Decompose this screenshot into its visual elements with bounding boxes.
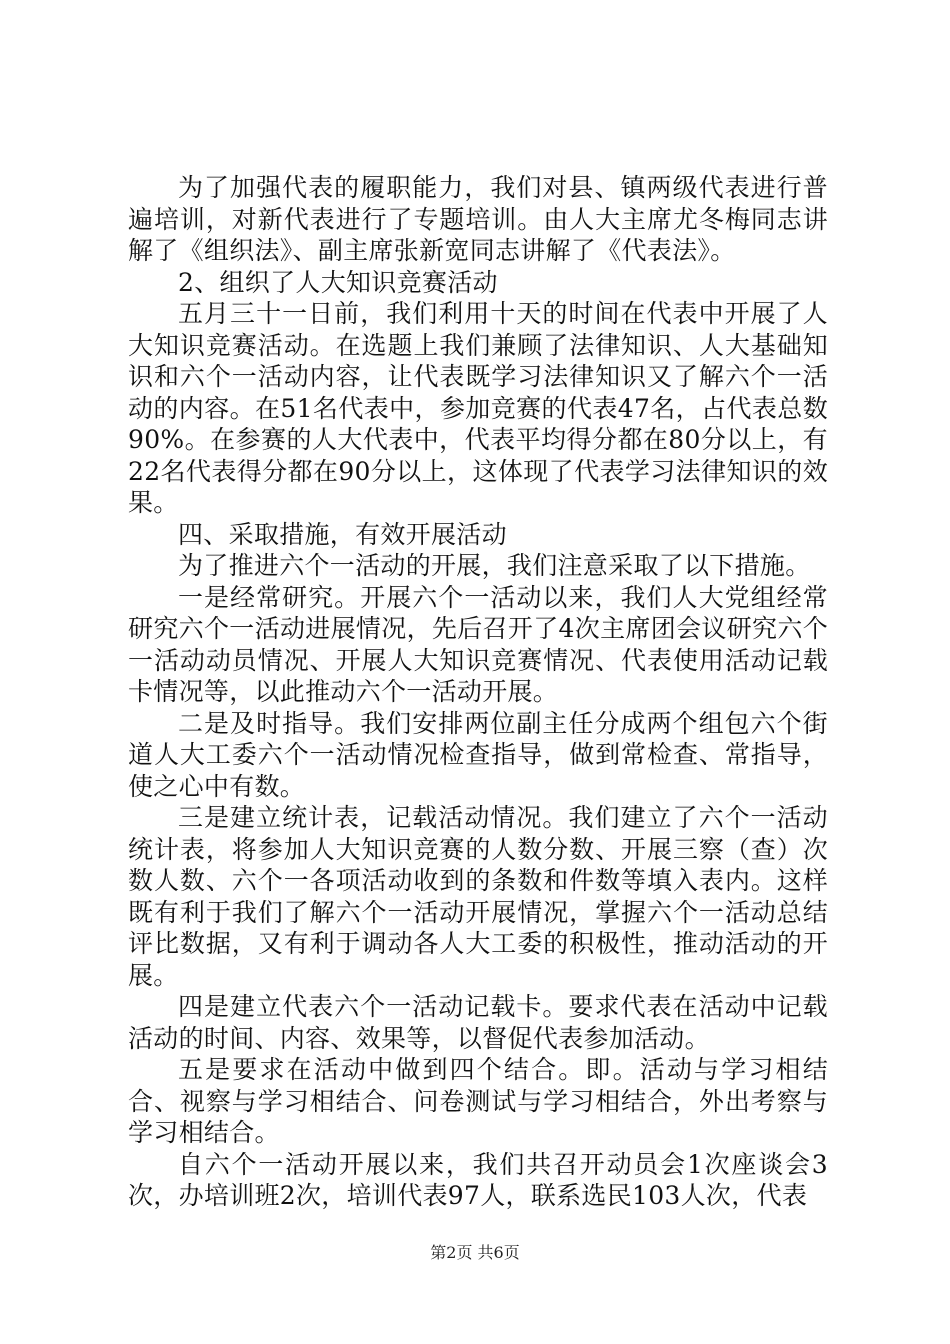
page-number-footer: 第2页 共6页 [430,1243,520,1262]
paragraph-measure-statistics: 三是建立统计表，记载活动情况。我们建立了六个一活动统计表，将参加人大知识竞赛的人数分数、开展三察（查）次数人数、六个一各项活动收到的条数和件数等填入表内。这样既有利于我们了解六个一活动开展情况，掌握六个一活动总结评比数据，又有利于调动各人大工委的积极性，推动活动的开展。 [128,803,828,990]
paragraph-measures-intro: 为了推进六个一活动的开展，我们注意采取了以下措施。 [178,551,811,580]
document-body [128,172,828,1212]
paragraph-knowledge-contest: 五月三十一日前，我们利用十天的时间在代表中开展了人大知识竞赛活动。在选题上我们兼顾了法律知识、人大基础知识和六个一活动内容，让代表既学习法律知识又了解六个一活动的内容。在51名代表中，参加竞赛的代表47名，占代表总数90%。在参赛的人大代表中，代表平均得分都在80分以上，有22名代表得分都在90分以上，这体现了代表学习法律知识的效果。 [128,299,828,517]
paragraph-measure-record-card: 四是建立代表六个一活动记载卡。要求代表在活动中记载活动的时间、内容、效果等，以督促代表参加活动。 [128,992,828,1053]
paragraph-training: 为了加强代表的履职能力，我们对县、镇两级代表进行普遍培训，对新代表进行了专题培训。由人大主席尤冬梅同志讲解了《组织法》、副主席张新宽同志讲解了《代表法》。 [128,173,828,265]
paragraph-measure-combination: 五是要求在活动中做到四个结合。即。活动与学习相结合、视察与学习相结合、问卷测试与学习相结合，外出考察与学习相结合。 [128,1055,828,1147]
paragraph-summary: 自六个一活动开展以来，我们共召开动员会1次座谈会3次，办培训班2次，培训代表97人，联系选民103人次，代表 [128,1149,828,1210]
heading-section-four: 四、采取措施，有效开展活动 [178,519,507,549]
heading-knowledge-contest: 2、组织了人大知识竞赛活动 [178,267,498,297]
paragraph-measure-research: 一是经常研究。开展六个一活动以来，我们人大党组经常研究六个一活动进展情况，先后召开了4次主席团会议研究六个一活动动员情况、开展人大知识竞赛情况、代表使用活动记载卡情况等，以此推动六个一活动开展。 [128,582,828,706]
paragraph-measure-guidance: 二是及时指导。我们安排两位副主任分成两个组包六个街道人大工委六个一活动情况检查指导，做到常检查、常指导，使之心中有数。 [128,708,828,801]
